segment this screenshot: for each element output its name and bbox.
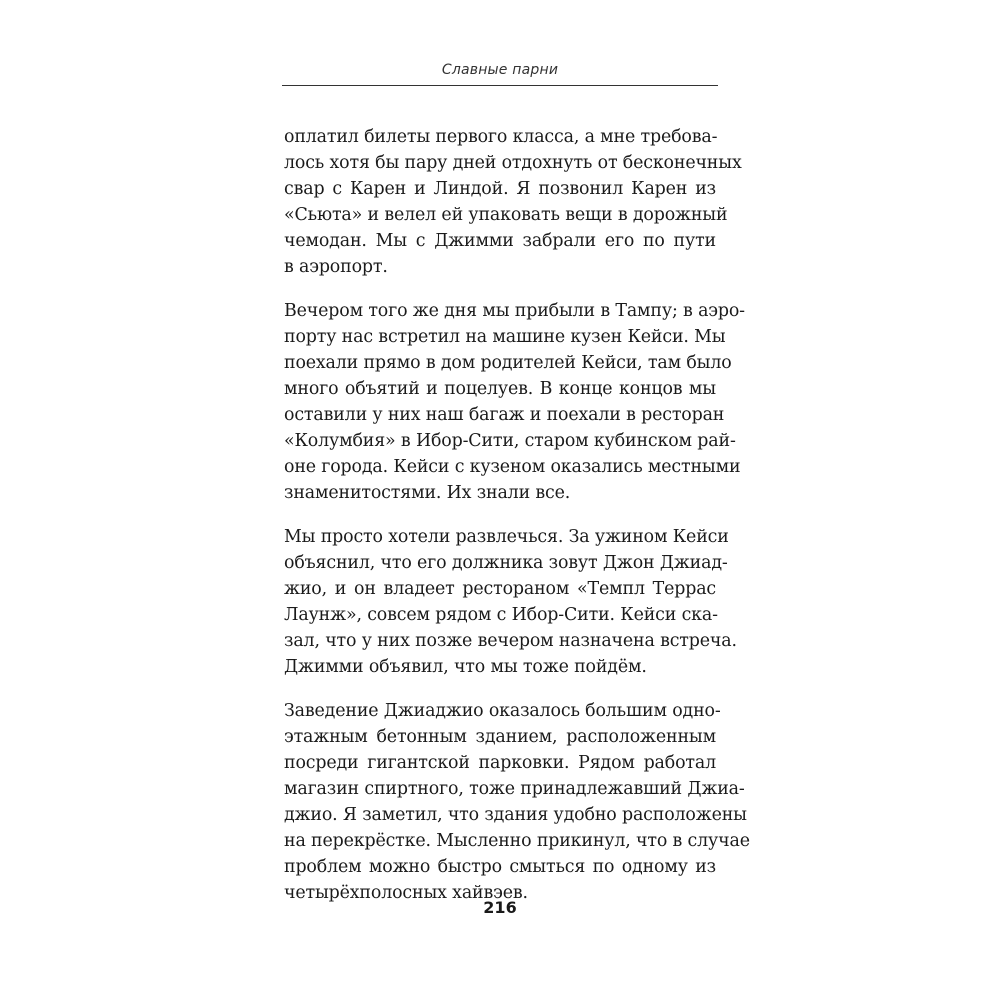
text-line: посреди гигантской парковки. Рядом работал bbox=[284, 753, 716, 773]
running-head bbox=[282, 59, 718, 86]
text-line: поехали прямо в дом родителей Кейси, там было bbox=[284, 353, 732, 373]
text-line: магазин спиртного, тоже принадлежавший Джиа- bbox=[284, 779, 745, 799]
text-line: «Колумбия» в Ибор-Сити, старом кубинском рай- bbox=[284, 431, 736, 451]
text-line: оне города. Кейси с кузеном оказались местными bbox=[284, 457, 741, 477]
page-number: 216 bbox=[483, 898, 517, 917]
text-line: джио. Я заметил, что здания удобно расположены bbox=[284, 805, 747, 825]
text-line: Джимми объявил, что мы тоже пойдём. bbox=[284, 657, 647, 677]
text-line: знаменитостями. Их знали все. bbox=[284, 483, 571, 503]
paragraph-4 bbox=[284, 698, 750, 906]
text-line: Заведение Джиаджио оказалось большим одно- bbox=[284, 701, 721, 721]
text-line: оставили у них наш багаж и поехали в ресторан bbox=[284, 405, 725, 425]
text-line: много объятий и поцелуев. В конце концов мы bbox=[284, 379, 716, 399]
running-title: Славные парни bbox=[441, 62, 559, 78]
text-line: Мы просто хотели развлечься. За ужином Кейси bbox=[284, 527, 729, 547]
text-line: Лаунж», совсем рядом с Ибор-Сити. Кейси ска- bbox=[284, 605, 718, 625]
text-line: проблем можно быстро смыться по одному из bbox=[284, 857, 716, 877]
text-line: объяснил, что его должника зовут Джон Джиад- bbox=[284, 553, 728, 573]
text-line: чемодан. Мы с Джимми забрали его по пути bbox=[284, 231, 716, 251]
text-line: четырёхполосных хайвэев. bbox=[284, 883, 528, 903]
text-line: жио, и он владеет рестораном «Темпл Террас bbox=[284, 579, 716, 599]
text-line: в аэропорт. bbox=[284, 257, 388, 277]
paragraph-3 bbox=[284, 524, 737, 680]
text-line: зал, что у них позже вечером назначена встреча. bbox=[284, 631, 737, 651]
text-line: «Сьюта» и велел ей упаковать вещи в дорожный bbox=[284, 205, 728, 225]
text-line: лось хотя бы пару дней отдохнуть от бесконечных bbox=[284, 153, 742, 173]
paragraph-1 bbox=[284, 124, 742, 280]
text-line: Вечером того же дня мы прибыли в Тампу; в аэро- bbox=[284, 301, 745, 321]
text-line: оплатил билеты первого класса, а мне требова- bbox=[284, 127, 718, 147]
text-line: на перекрёстке. Мысленно прикинул, что в случае bbox=[284, 831, 750, 851]
body-text bbox=[284, 124, 750, 924]
paragraph-2 bbox=[284, 298, 745, 506]
text-line: свар с Карен и Линдой. Я позвонил Карен из bbox=[284, 179, 716, 199]
text-line: этажным бетонным зданием, расположенным bbox=[284, 727, 716, 747]
text-line: порту нас встретил на машине кузен Кейси. Мы bbox=[284, 327, 726, 347]
